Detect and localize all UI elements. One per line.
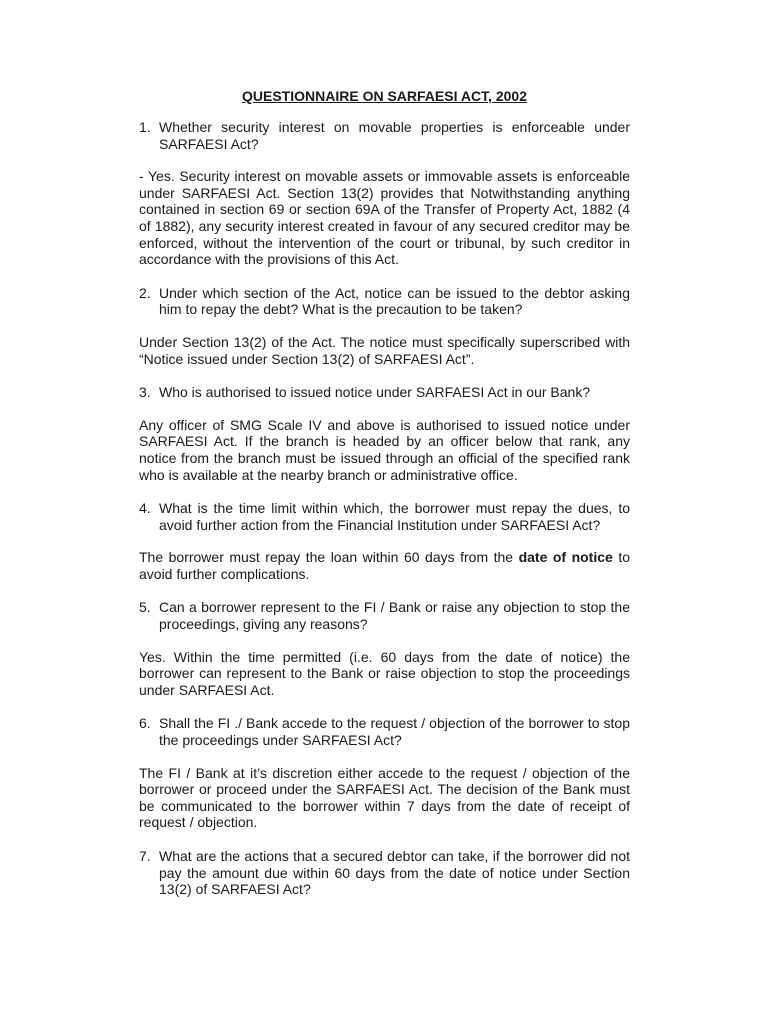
question-text: Under which section of the Act, notice can be issued to the debtor asking him to repay the debt? What is the precaution to be taken? — [159, 284, 630, 318]
question-7 — [139, 848, 630, 898]
answer-3: Any officer of SMG Scale IV and above is authorised to issued notice under SARFAESI Act. If the branch is headed by an officer below that rank, any notice from the branch must be issued through an official of the specified rank who is available at the nearby branch or administrative office. — [139, 416, 630, 483]
answer-4 — [139, 549, 630, 582]
question-6 — [139, 715, 630, 748]
question-number: 7. — [139, 848, 151, 864]
question-3 — [139, 384, 630, 401]
answer-text: to avoid further complications. — [139, 549, 630, 582]
question-5 — [139, 599, 630, 632]
answer-5: Yes. Within the time permitted (i.e. 60 days from the date of notice) the borrower can represent to the Bank or raise objection to stop the proceedings under SARFAESI Act. — [139, 648, 630, 698]
question-text: What are the actions that a secured debtor can take, if the borrower did not pay the amount due within 60 days from the date of notice under Section 13(2) of SARFAESI Act? — [159, 848, 630, 898]
question-number: 4. — [139, 500, 151, 517]
question-4 — [139, 500, 630, 533]
question-text: What is the time limit within which, the borrower must repay the dues, to avoid further action from the Financial Institution under SARFAESI Act? — [159, 500, 630, 533]
answer-emphasis: date of notice — [518, 549, 613, 566]
answer-6: The FI / Bank at it’s discretion either accede to the request / objection of the borrower or proceed under the SARFAESI Act. The decision of the Bank must be communicated to the borrower within 7 days from the date of receipt of request / objection. — [139, 764, 630, 831]
question-text: Whether security interest on movable properties is enforceable under SARFAESI Act? — [159, 119, 630, 152]
question-2 — [139, 285, 630, 318]
question-text: Shall the FI ./ Bank accede to the request / objection of the borrower to stop the proceedings under SARFAESI Act? — [159, 715, 630, 749]
document-title: QUESTIONNAIRE ON SARFAESI ACT, 2002 — [242, 88, 527, 104]
question-1 — [139, 119, 630, 152]
answer-2: Under Section 13(2) of the Act. The notice must specifically superscribed with “Notice issued under Section 13(2) of SARFAESI Act”. — [139, 333, 630, 367]
question-text: Can a borrower represent to the FI / Bank or raise any objection to stop the proceedings, giving any reasons? — [159, 599, 630, 633]
answer-text: The borrower must repay the loan within 60 days from the — [139, 549, 519, 566]
answer-1: - Yes. Security interest on movable assets or immovable assets is enforceable under SARFAESI Act. Section 13(2) provides that Notwithstanding anything contained in section 69 or section 69A of the Transfer of Property Act, 1882 (4 of 1882), any security interest created in favour of any secured creditor may be enforced, without the intervention of the court or tribunal, by such creditor in accordance with the provisions of this Act. — [139, 168, 630, 268]
question-number: 6. — [139, 715, 151, 732]
question-number: 2. — [139, 284, 151, 301]
question-number: 1. — [139, 119, 151, 135]
question-number: 5. — [139, 599, 151, 616]
document-page — [139, 84, 630, 898]
question-number: 3. — [139, 384, 151, 401]
question-text: Who is authorised to issued notice under SARFAESI Act in our Bank? — [159, 384, 591, 401]
